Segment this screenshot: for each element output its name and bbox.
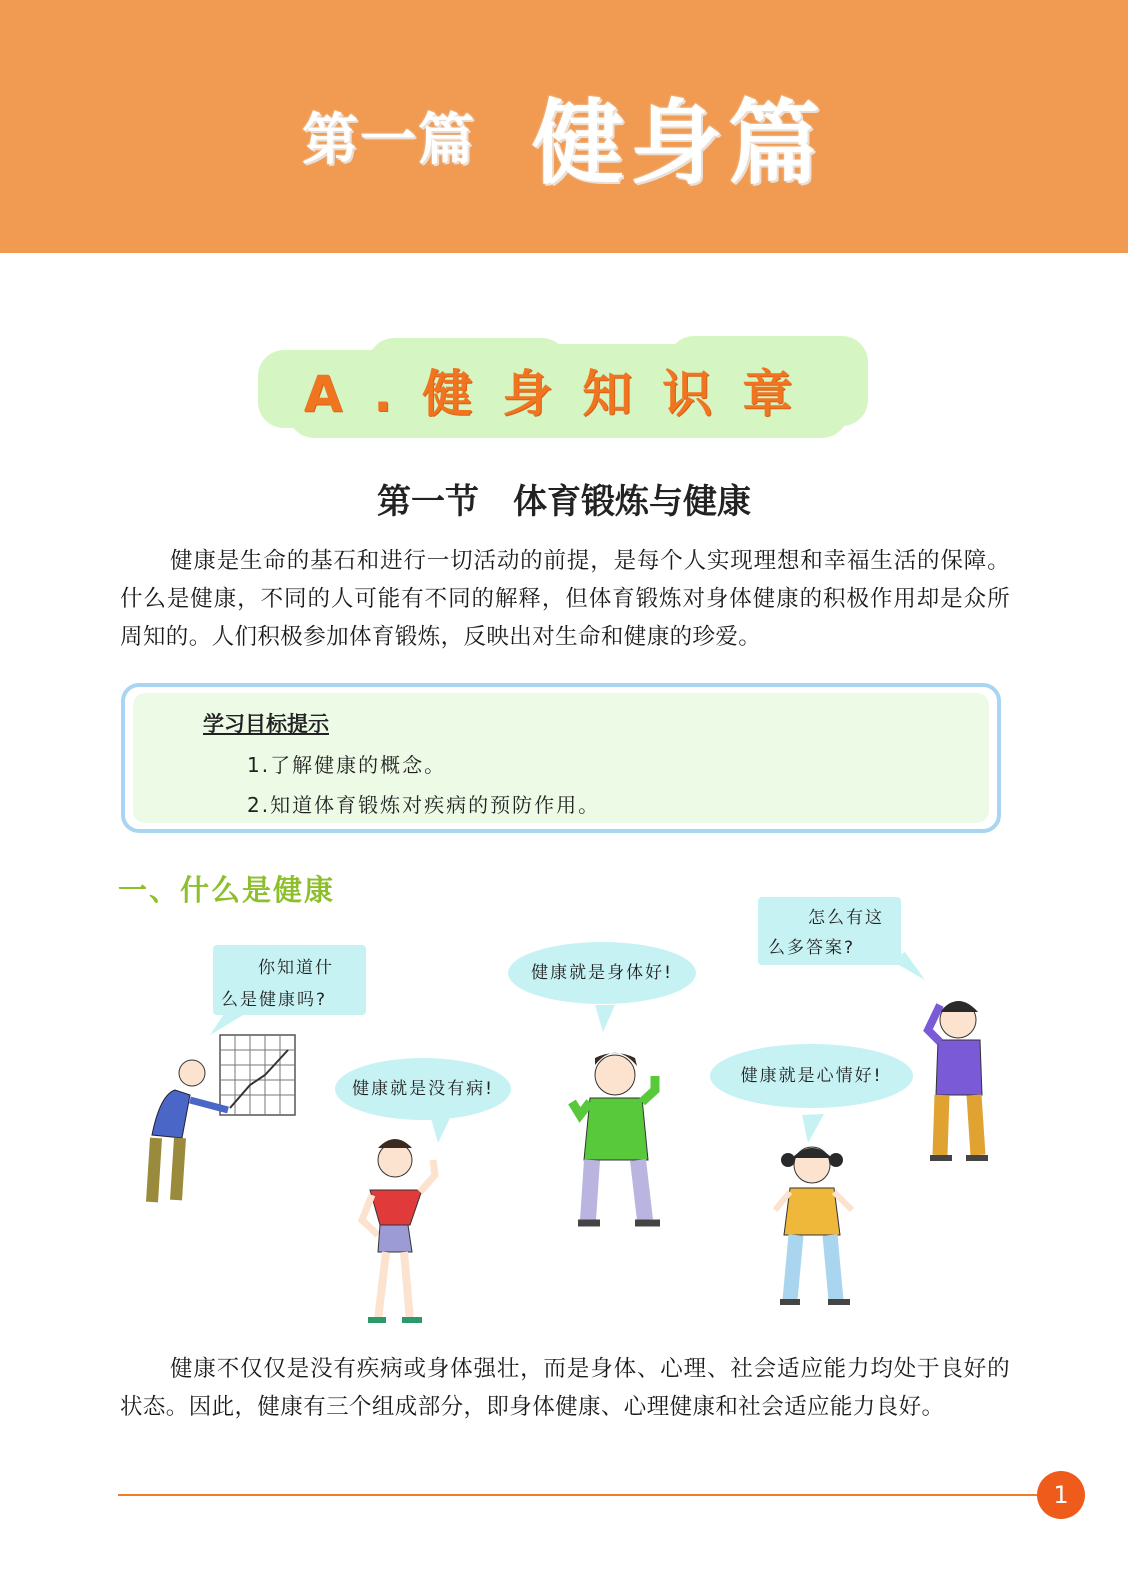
chapter-title: A.健身知识章 — [303, 365, 823, 423]
boy-green-shirt-figure — [572, 1053, 660, 1223]
section-title: 第一节 体育锻炼与健康 — [377, 482, 751, 522]
learning-goals-panel — [133, 693, 989, 823]
goal-item: 1.了解健康的概念。 — [247, 753, 447, 777]
learning-goals-box — [121, 683, 1001, 833]
health-definition-paragraph: 健康不仅仅是没有疾病或身体强壮，而是身体、心理、社会适应能力均处于良好的状态。因此，健康有三个组成部分，即身体健康、心理健康和社会适应能力良好。 — [120, 1356, 1010, 1420]
bubble-text: 么多答案? — [768, 938, 856, 958]
part-banner — [0, 0, 1128, 253]
learning-goals-title: 学习目标提示 — [203, 712, 329, 736]
subheading-what-is-health: 一、什么是健康 — [118, 873, 336, 907]
chapter-heading — [248, 332, 878, 442]
footer-divider — [118, 1494, 1043, 1496]
speech-bubble-good-body — [508, 942, 696, 1004]
bubble-text: 健康就是身体好! — [531, 963, 673, 983]
speech-bubble-teacher — [213, 945, 366, 1015]
girl-yellow-shirt-figure — [775, 1147, 852, 1302]
speech-bubble-many-answers — [758, 897, 901, 965]
part-title — [0, 70, 1128, 202]
speech-bubble-no-disease — [335, 1058, 511, 1120]
page-number-badge: 1 — [1037, 1471, 1085, 1519]
bubble-text: 么是健康吗? — [221, 990, 328, 1010]
goal-item: 2.知道体育锻炼对疾病的预防作用。 — [247, 793, 601, 817]
bubble-text: 健康就是心情好! — [740, 1066, 883, 1086]
part-name: 健身篇 — [531, 90, 826, 197]
intro-paragraph: 健康是生命的基石和进行一切活动的前提，是每个人实现理想和幸福生活的保障。什么是健康，不同的人可能有不同的解释，但体育锻炼对身体健康的积极作用却是众所周知的。人们积极参加体育锻炼，反映出对生命和健康的珍爱。 — [120, 548, 1010, 650]
teacher-figure — [152, 1035, 295, 1202]
boy-purple-shirt-figure — [928, 1001, 988, 1158]
girl-red-shirt-figure — [362, 1139, 435, 1320]
part-number: 第一篇 — [301, 108, 476, 173]
speech-bubble-good-mood — [710, 1044, 913, 1108]
bubble-text: 健康就是没有病! — [352, 1079, 494, 1099]
bubble-text: 怎么有这 — [808, 908, 884, 928]
bubble-text: 你知道什 — [258, 958, 334, 978]
